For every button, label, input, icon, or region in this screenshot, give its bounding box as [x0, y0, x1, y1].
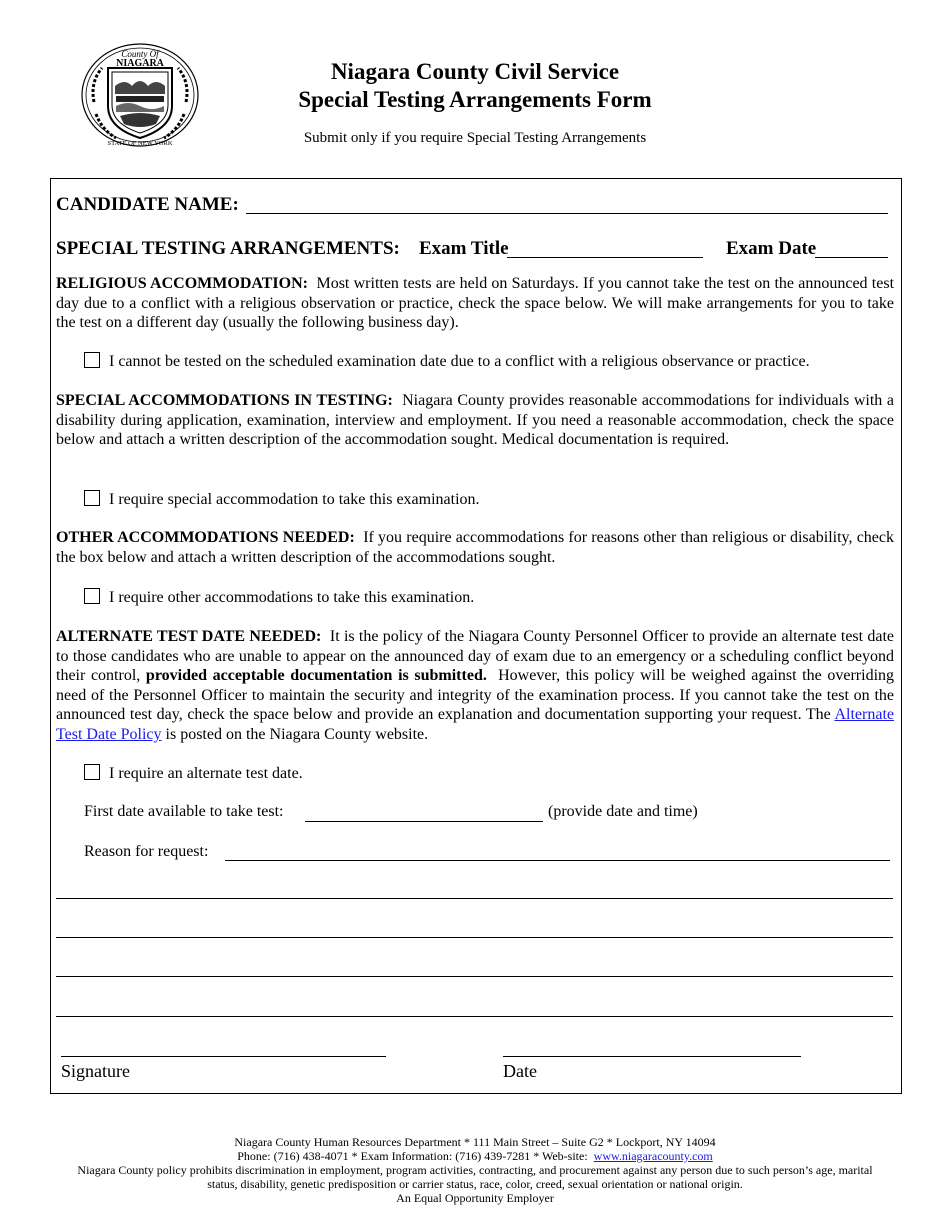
other-accommodations-text: If you require accommodations for reasons other than religious or disability, check the box below and attach a written description of the accommodations sought.: [56, 529, 895, 566]
exam-date-label: Exam Date: [726, 238, 817, 259]
first-date-label: First date available to take test:: [84, 803, 284, 820]
first-date-field[interactable]: [305, 821, 543, 822]
footer-address: Niagara County Human Resources Department * 111 Main Street – Suite G2 * Lockport, NY 14094: [234, 1135, 716, 1149]
footer-policy-line2: status, disability, genetic predisposition or carrier status, race, color, creed, sexual orientation or national origin.: [207, 1177, 743, 1191]
alternate-date-text-1: It is the policy of the Niagara County Personnel Officer to provide an alternate test date to those candidates who are unable to appear on the announced day of exam due to an emergency or a scheduling conflict beyond their control,: [56, 628, 895, 685]
date-field[interactable]: [503, 1056, 801, 1057]
special-accommodations-heading: SPECIAL ACCOMMODATIONS IN TESTING:: [56, 392, 393, 409]
alternate-checkbox-label: I require an alternate test date.: [109, 765, 303, 782]
special-checkbox-row[interactable]: [84, 490, 480, 509]
form-subtitle: Submit only if you require Special Testing Arrangements: [303, 130, 647, 146]
footer-phone-text: Phone: (716) 438-4071 * Exam Information: (716) 439-7281 * Web-site:: [237, 1149, 588, 1163]
footer-eoe: An Equal Opportunity Employer: [396, 1191, 554, 1205]
alternate-policy-link[interactable]: Alternate Test Date Policy: [56, 706, 894, 743]
date-label: Date: [503, 1061, 537, 1081]
other-checkbox-row[interactable]: [84, 588, 474, 607]
candidate-name-label: CANDIDATE NAME:: [56, 194, 239, 215]
exam-title-label: Exam Title: [419, 238, 509, 259]
alternate-date-text-3: is posted on the Niagara County website.: [165, 725, 429, 743]
other-checkbox[interactable]: [84, 588, 100, 604]
reason-field-line-2[interactable]: [56, 898, 893, 899]
religious-accommodation-heading: RELIGIOUS ACCOMMODATION:: [56, 275, 308, 292]
signature-field[interactable]: [61, 1056, 386, 1057]
first-date-hint: (provide date and time): [548, 803, 698, 820]
candidate-name-field[interactable]: [246, 213, 888, 214]
footer-contact: [0, 1149, 950, 1163]
alternate-checkbox-row[interactable]: [84, 764, 303, 783]
special-checkbox[interactable]: [84, 490, 100, 506]
other-accommodations-paragraph: [56, 528, 894, 567]
footer-policy-line1: Niagara County policy prohibits discrimination in employment, program activities, contracting, and procurement against any person due to such person’s age, marital: [77, 1163, 873, 1177]
reason-field-line-1[interactable]: [225, 860, 890, 861]
reason-field-line-3[interactable]: [56, 937, 893, 938]
alternate-date-bold-text: provided acceptable documentation is submitted.: [145, 667, 487, 685]
other-accommodations-heading: OTHER ACCOMMODATIONS NEEDED:: [56, 529, 355, 546]
special-arrangements-label: SPECIAL TESTING ARRANGEMENTS:: [56, 238, 400, 259]
alternate-checkbox[interactable]: [84, 764, 100, 780]
reason-label: Reason for request:: [84, 843, 209, 860]
reason-field-line-5[interactable]: [56, 1016, 893, 1017]
religious-checkbox-row[interactable]: [84, 352, 810, 371]
seal-bottom-text: STATE OF NEW YORK: [107, 140, 173, 147]
exam-date-field[interactable]: [815, 257, 888, 258]
form-title-line2: Special Testing Arrangements Form: [298, 87, 652, 112]
other-checkbox-label: I require other accommodations to take this examination.: [109, 589, 475, 606]
special-accommodations-text: Niagara County provides reasonable accommodations for individuals with a disability during application, examination, interview and employment. If you need a reasonable accommodation, check the space below and attach a written description of the accommodation sought. Medical documentation is required.: [56, 392, 895, 449]
special-checkbox-label: I require special accommodation to take this examination.: [109, 491, 480, 508]
reason-field-line-4[interactable]: [56, 976, 893, 977]
religious-checkbox-label: I cannot be tested on the scheduled examination date due to a conflict with a religious observance or practice.: [109, 353, 810, 370]
alternate-date-paragraph: [56, 627, 894, 745]
seal-name-text: NIAGARA: [116, 58, 164, 69]
religious-accommodation-paragraph: [56, 274, 894, 333]
footer-website-link[interactable]: www.niagaracounty.com: [593, 1149, 713, 1163]
religious-accommodation-text: Most written tests are held on Saturdays. If you cannot take the test on the announced test day due to a conflict with a religious observation or practice, check the space below. We will make arrangements for you to take the test on a different day (usually the following business day).: [56, 275, 895, 332]
exam-title-field[interactable]: [507, 257, 703, 258]
religious-checkbox[interactable]: [84, 352, 100, 368]
seal-top-text: County Of: [121, 49, 159, 59]
signature-label: Signature: [61, 1061, 130, 1081]
alternate-date-heading: ALTERNATE TEST DATE NEEDED:: [56, 628, 322, 645]
form-title-line1: Niagara County Civil Service: [330, 59, 620, 84]
special-accommodations-paragraph: [56, 391, 894, 450]
alternate-date-text-2: However, this policy will be weighed against the overriding need of the Personnel Officer to maintain the security and integrity of the examination process. If you cannot take the test on the announced test day, check the space below and provide an explanation and documentation supporting your request. The: [56, 667, 895, 724]
